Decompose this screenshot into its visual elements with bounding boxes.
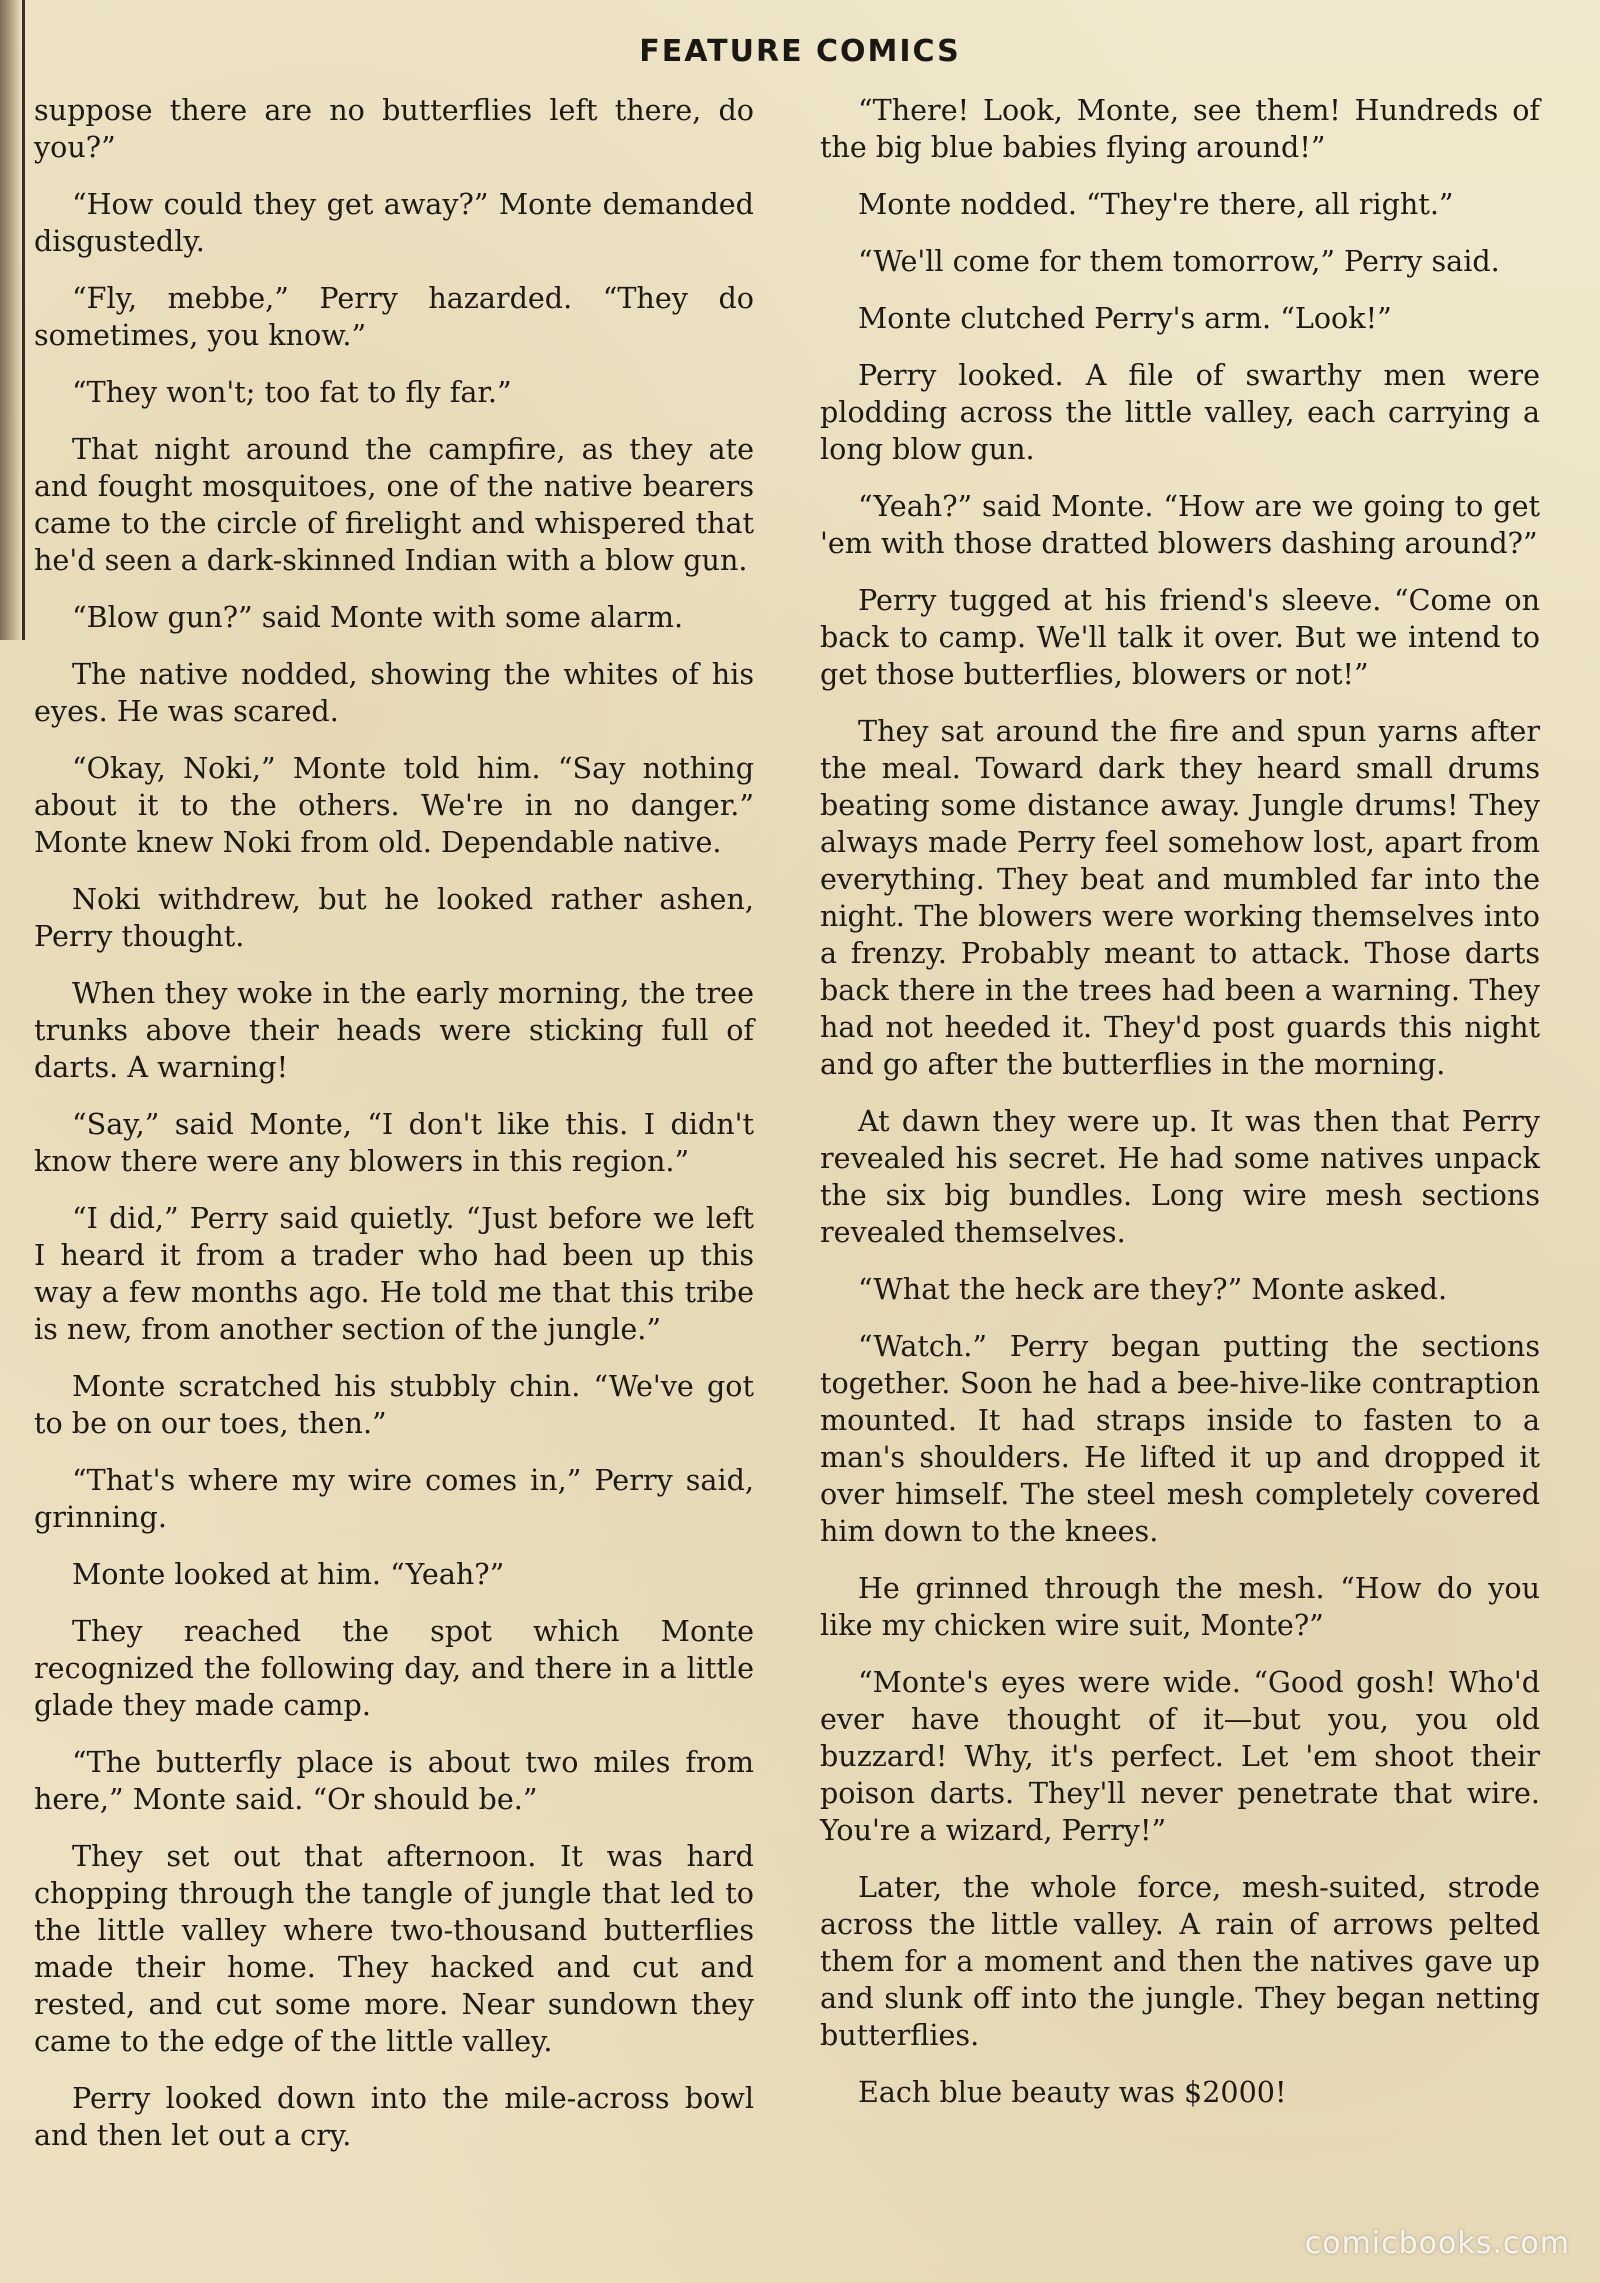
paragraph: “Say,” said Monte, “I don't like this. I didn't know there were any blowers in this region.” xyxy=(34,1107,754,1178)
paragraph: “Yeah?” said Monte. “How are we going to get 'em with those dratted blowers dashing around?” xyxy=(820,489,1540,560)
paragraph: Later, the whole force, mesh-suited, strode across the little valley. A rain of arrows pelted them for a moment and then the natives gave up and slunk off into the jungle. They began netting butterflies. xyxy=(820,1870,1540,2052)
paragraph: Monte looked at him. “Yeah?” xyxy=(72,1557,505,1591)
paragraph: “They won't; too fat to fly far.” xyxy=(72,375,512,409)
binding-edge xyxy=(0,0,25,640)
left-column xyxy=(34,92,754,2174)
watermark: comicbooks.com xyxy=(1304,2226,1570,2261)
paragraph: They set out that afternoon. It was hard chopping through the tangle of jungle that led to the little valley where two-thousand butterflies made their home. They hacked and cut and rested, and cut some more. Near sundown they came to the edge of the little valley. xyxy=(34,1839,754,2058)
paragraph: “We'll come for them tomorrow,” Perry said. xyxy=(858,244,1500,278)
paragraph: That night around the campfire, as they ate and fought mosquitoes, one of the native bearers came to the circle of firelight and whispered that he'd seen a dark-skinned Indian with a blow gun. xyxy=(34,432,754,577)
paragraph: When they woke in the early morning, the tree trunks above their heads were sticking full of darts. A warning! xyxy=(34,976,754,1084)
paragraph: Monte nodded. “They're there, all right.” xyxy=(858,187,1454,221)
paragraph: At dawn they were up. It was then that Perry revealed his secret. He had some natives unpack the six big bundles. Long wire mesh sections revealed themselves. xyxy=(820,1104,1540,1249)
paragraph: Each blue beauty was $2000! xyxy=(858,2075,1287,2109)
paragraph: Monte clutched Perry's arm. “Look!” xyxy=(858,301,1392,335)
paragraph: “Blow gun?” said Monte with some alarm. xyxy=(72,600,684,634)
paragraph: “There! Look, Monte, see them! Hundreds of the big blue babies flying around!” xyxy=(820,93,1540,164)
paragraph: Perry looked. A file of swarthy men were plodding across the little valley, each carrying a long blow gun. xyxy=(820,358,1540,466)
paragraph: They sat around the fire and spun yarns after the meal. Toward dark they heard small drums beating some distance away. Jungle drums! They always made Perry feel somehow lost, apart from everything. They beat and mumbled far into the night. The blowers were working themselves into a frenzy. Probably meant to attack. Those darts back there in the trees had been a warning. They had not heeded it. They'd post guards this night and go after the butterflies in the morning. xyxy=(820,714,1540,1081)
paragraph: “I did,” Perry said quietly. “Just before we left I heard it from a trader who had been up this way a few months ago. He told me that this tribe is new, from another section of the jungle.” xyxy=(34,1201,754,1346)
paragraph: They reached the spot which Monte recognized the following day, and there in a little glade they made camp. xyxy=(34,1614,754,1722)
paragraph: “How could they get away?” Monte demanded disgustedly. xyxy=(34,187,754,258)
paragraph: The native nodded, showing the whites of his eyes. He was scared. xyxy=(34,657,754,728)
paragraph: Perry tugged at his friend's sleeve. “Come on back to camp. We'll talk it over. But we intend to get those butterflies, blowers or not!” xyxy=(820,583,1540,691)
paragraph: suppose there are no butterflies left there, do you?” xyxy=(34,93,754,164)
paragraph: Perry looked down into the mile-across bowl and then let out a cry. xyxy=(34,2081,754,2152)
paragraph: “Watch.” Perry began putting the sections together. Soon he had a bee-hive-like contraption mounted. It had straps inside to fasten to a man's shoulders. He lifted it up and dropped it over himself. The steel mesh completely covered him down to the knees. xyxy=(820,1329,1540,1548)
paragraph: He grinned through the mesh. “How do you like my chicken wire suit, Monte?” xyxy=(820,1571,1540,1642)
paragraph: “Monte's eyes were wide. “Good gosh! Who'd ever have thought of it—but you, you old buzzard! Why, it's perfect. Let 'em shoot their poison darts. They'll never penetrate that wire. You're a wizard, Perry!” xyxy=(820,1665,1540,1847)
paragraph: “That's where my wire comes in,” Perry said, grinning. xyxy=(34,1463,754,1534)
paragraph: “The butterfly place is about two miles from here,” Monte said. “Or should be.” xyxy=(34,1745,754,1816)
page-header: FEATURE COMICS xyxy=(639,34,961,69)
paragraph: Monte scratched his stubbly chin. “We've got to be on our toes, then.” xyxy=(34,1369,754,1440)
paragraph: Noki withdrew, but he looked rather ashen, Perry thought. xyxy=(34,882,754,953)
paragraph: “Okay, Noki,” Monte told him. “Say nothing about it to the others. We're in no danger.” Monte knew Noki from old. Dependable native. xyxy=(34,751,754,859)
paragraph: “Fly, mebbe,” Perry hazarded. “They do sometimes, you know.” xyxy=(34,281,754,352)
paragraph: “What the heck are they?” Monte asked. xyxy=(858,1272,1448,1306)
right-column xyxy=(820,92,1540,2131)
